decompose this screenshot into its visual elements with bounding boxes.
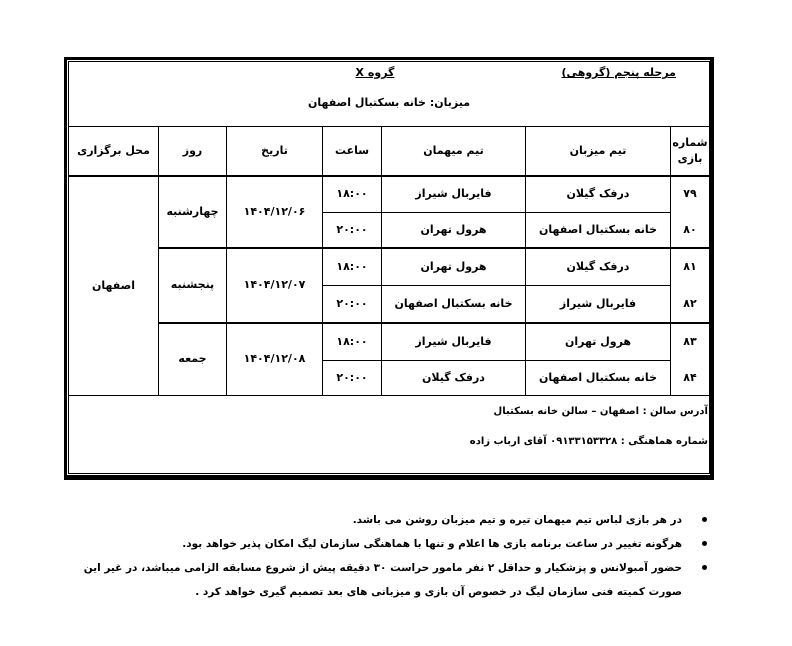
bullet-icon	[702, 541, 707, 546]
away-team: خانه بسکتبال اصفهان	[394, 296, 513, 310]
note-text: حضور آمبولانس و پزشکیار و حداقل ۲ نفر مامور حراست ۳۰ دقیقه پیش از شروع مسابقه الزامی میباشد، در غیر این صورت کمیته فنی سازمان لیگ در خصوص آن بازی و میزبانی های بعد تصمیم گیری خواهد کرد .	[83, 562, 682, 598]
game-number: ۸۲	[683, 296, 697, 310]
date-cell: ۱۴۰۴/۱۲/۰۶	[243, 204, 306, 218]
away-team: هرول تهران	[420, 259, 487, 273]
game-number: ۷۹	[683, 187, 697, 201]
notes-list	[72, 508, 712, 604]
contact-number: شماره هماهنگی : ۰۹۱۳۳۱۵۳۳۲۸ آقای ارباب زاده	[469, 436, 708, 447]
note-text: هرگونه تغییر در ساعت برنامه بازی ها اعلام و تنها با هماهنگی سازمان لیگ امکان پذیر خواهد بود.	[182, 538, 682, 550]
day-cell: جمعه	[178, 352, 207, 366]
note-item	[72, 532, 712, 556]
game-number: ۸۴	[683, 370, 697, 384]
day-cell: پنجشنبه	[170, 278, 215, 292]
home-team: درفک گیلان	[566, 259, 630, 273]
match-time: ۱۸:۰۰	[336, 259, 368, 273]
column-header-date: تاریخ	[261, 143, 288, 157]
day-cell: چهارشنبه	[166, 204, 219, 218]
column-header-day: روز	[182, 143, 203, 157]
column-header-away: تیم میهمان	[423, 143, 484, 157]
away-team: درفک گیلان	[422, 370, 485, 384]
column-header-time: ساعت	[334, 143, 370, 157]
column-header-home: تیم میزبان	[569, 143, 627, 157]
match-time: ۲۰:۰۰	[336, 370, 368, 384]
home-team: فایربال شیراز	[559, 296, 637, 310]
host-line	[68, 96, 710, 109]
away-team: فایربال شیراز	[415, 187, 492, 201]
game-number: ۸۰	[683, 222, 697, 236]
venue-cell: اصفهان	[91, 278, 136, 292]
host-label: میزبان:	[429, 96, 471, 109]
table-bottom-border	[68, 395, 710, 396]
date-cell: ۱۴۰۴/۱۲/۰۸	[243, 352, 306, 366]
bullet-icon	[702, 565, 707, 570]
column-header-game-no: شماره بازی	[672, 135, 708, 165]
column-header-venue: محل برگزاری	[77, 143, 150, 157]
note-text: در هر بازی لباس تیم میهمان تیره و تیم میزبان روشن می باشد.	[352, 514, 682, 526]
note-item	[72, 556, 712, 604]
away-team: هرول تهران	[420, 222, 487, 236]
home-team: خانه بسکتبال اصفهان	[539, 370, 657, 384]
match-time: ۲۰:۰۰	[336, 296, 368, 310]
hall-address: آدرس سالن : اصفهان – سالن خانه بسکتبال	[493, 406, 708, 417]
match-time: ۲۰:۰۰	[336, 222, 368, 236]
match-time: ۱۸:۰۰	[336, 334, 368, 348]
note-item	[72, 508, 712, 532]
away-team: فایربال شیراز	[415, 334, 492, 348]
home-team: خانه بسکتبال اصفهان	[539, 222, 657, 236]
stage-title: مرحله پنجم (گروهی)	[561, 66, 676, 79]
game-number: ۸۱	[683, 259, 697, 273]
group-title: گروه X	[355, 66, 395, 79]
match-time: ۱۸:۰۰	[336, 187, 368, 201]
home-team: هرول تهران	[564, 334, 632, 348]
bullet-icon	[702, 517, 707, 522]
date-cell: ۱۴۰۴/۱۲/۰۷	[243, 278, 306, 292]
game-number: ۸۳	[683, 334, 697, 348]
host-name: خانه بسکتبال اصفهان	[307, 96, 426, 109]
home-team: درفک گیلان	[566, 187, 630, 201]
